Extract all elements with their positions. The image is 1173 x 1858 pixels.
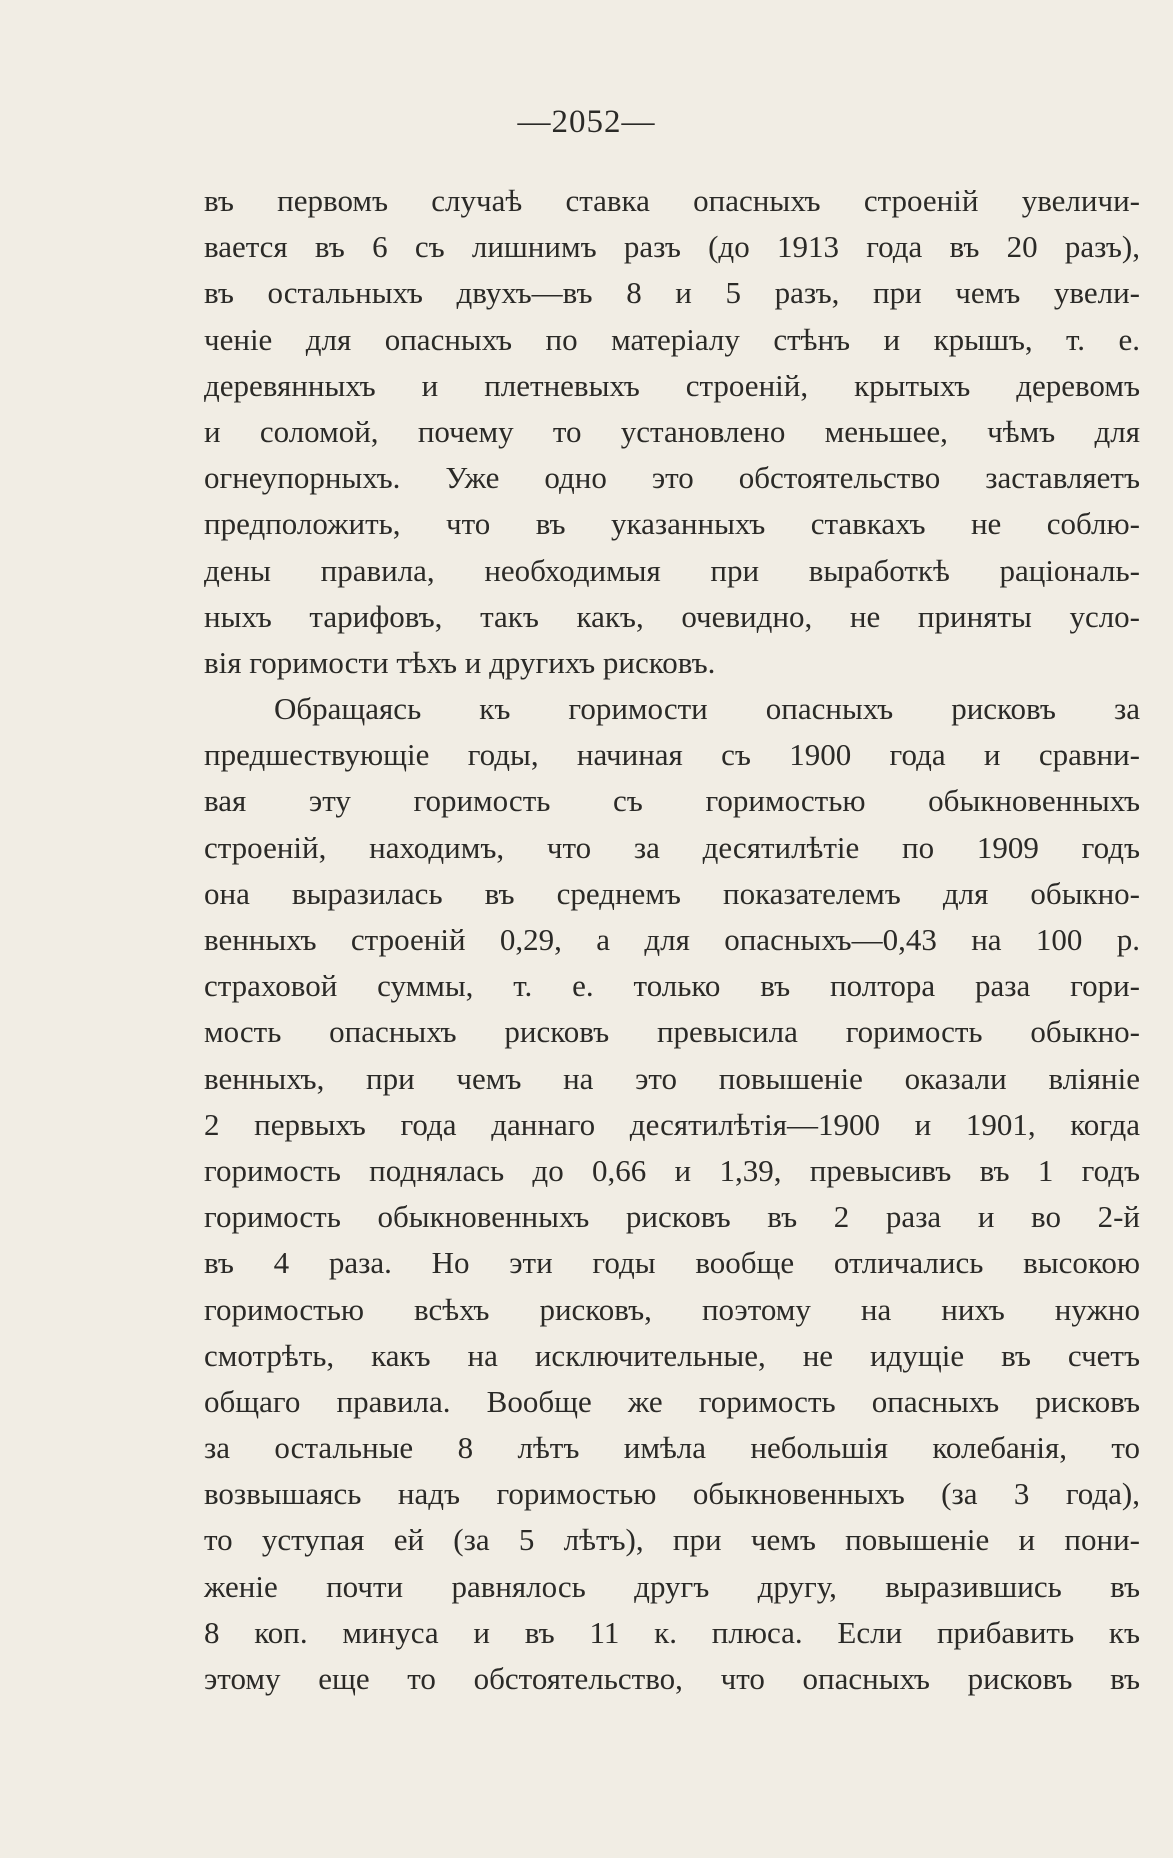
text-line: предшествующіе годы, начиная съ 1900 года и сравни- [204,737,1140,773]
text-line: страховой суммы, т. е. только въ полтора раза гори- [204,968,1140,1004]
text-line: ныхъ тарифовъ, такъ какъ, очевидно, не приняты усло- [204,598,1140,634]
text-line: смотрѣть, какъ на исключительные, не идущіе въ счетъ [204,1337,1140,1373]
text-line: вается въ 6 съ лишнимъ разъ (до 1913 года въ 20 разъ), [204,229,1140,265]
text-line: предположить, что въ указанныхъ ставкахъ не соблю- [204,506,1140,542]
text-line: строеній, находимъ, что за десятилѣтіе по 1909 годъ [204,829,1140,865]
paragraph-end-line: вія горимости тѣхъ и другихъ рисковъ. [204,644,716,680]
text-line: горимость обыкновенныхъ рисковъ въ 2 раза и во 2-й [204,1199,1140,1235]
text-line: этому еще то обстоятельство, что опасныхъ рисковъ въ [204,1661,1140,1696]
text-line: горимость поднялась до 0,66 и 1,39, превысивъ въ 1 годъ [204,1152,1140,1188]
text-line: въ 4 раза. Но эти годы вообще отличались высокою [204,1245,1140,1281]
text-line: она выразилась въ среднемъ показателемъ для обыкно- [204,875,1140,911]
text-line: въ первомъ случаѣ ставка опасныхъ строеній увеличи- [204,183,1140,218]
text-line: венныхъ строеній 0,29, а для опасныхъ—0,43 на 100 р. [204,922,1140,957]
text-line: ченіе для опасныхъ по матеріалу стѣнъ и крышъ, т. е. [204,321,1140,357]
text-line: мость опасныхъ рисковъ превысила горимость обыкно- [204,1014,1140,1050]
text-line: вая эту горимость съ горимостью обыкновенныхъ [204,783,1140,819]
text-line: возвышаясь надъ горимостью обыкновенныхъ (за 3 года), [204,1476,1140,1512]
text-line: деревянныхъ и плетневыхъ строеній, крытыхъ деревомъ [204,367,1140,403]
paragraph-start-line: Обращаясь къ горимости опасныхъ рисковъ за [274,691,1140,727]
page-number: —2052— [517,104,656,140]
text-line: дены правила, необходимыя при выработкѣ раціональ- [204,552,1140,588]
text-line: то уступая ей (за 5 лѣтъ), при чемъ повышеніе и пони- [204,1522,1140,1558]
text-line: и соломой, почему то установлено меньшее, чѣмъ для [204,413,1140,449]
text-line: за остальные 8 лѣтъ имѣла небольшія колебанія, то [204,1430,1140,1466]
text-line: общаго правила. Вообще же горимость опасныхъ рисковъ [204,1383,1140,1419]
text-line: въ остальныхъ двухъ—въ 8 и 5 разъ, при чемъ увели- [204,275,1140,311]
text-line: огнеупорныхъ. Уже одно это обстоятельство заставляетъ [204,460,1140,496]
text-line: 2 первыхъ года даннаго десятилѣтія—1900 и 1901, когда [204,1106,1140,1142]
text-line: 8 коп. минуса и въ 11 к. плюса. Если прибавить къ [204,1614,1140,1650]
text-line: женіе почти равнялось другъ другу, выразившись въ [204,1568,1140,1604]
text-line: венныхъ, при чемъ на это повышеніе оказали вліяніе [204,1060,1140,1096]
text-line: горимостью всѣхъ рисковъ, поэтому на нихъ нужно [204,1291,1140,1327]
body-text [204,178,1140,1702]
